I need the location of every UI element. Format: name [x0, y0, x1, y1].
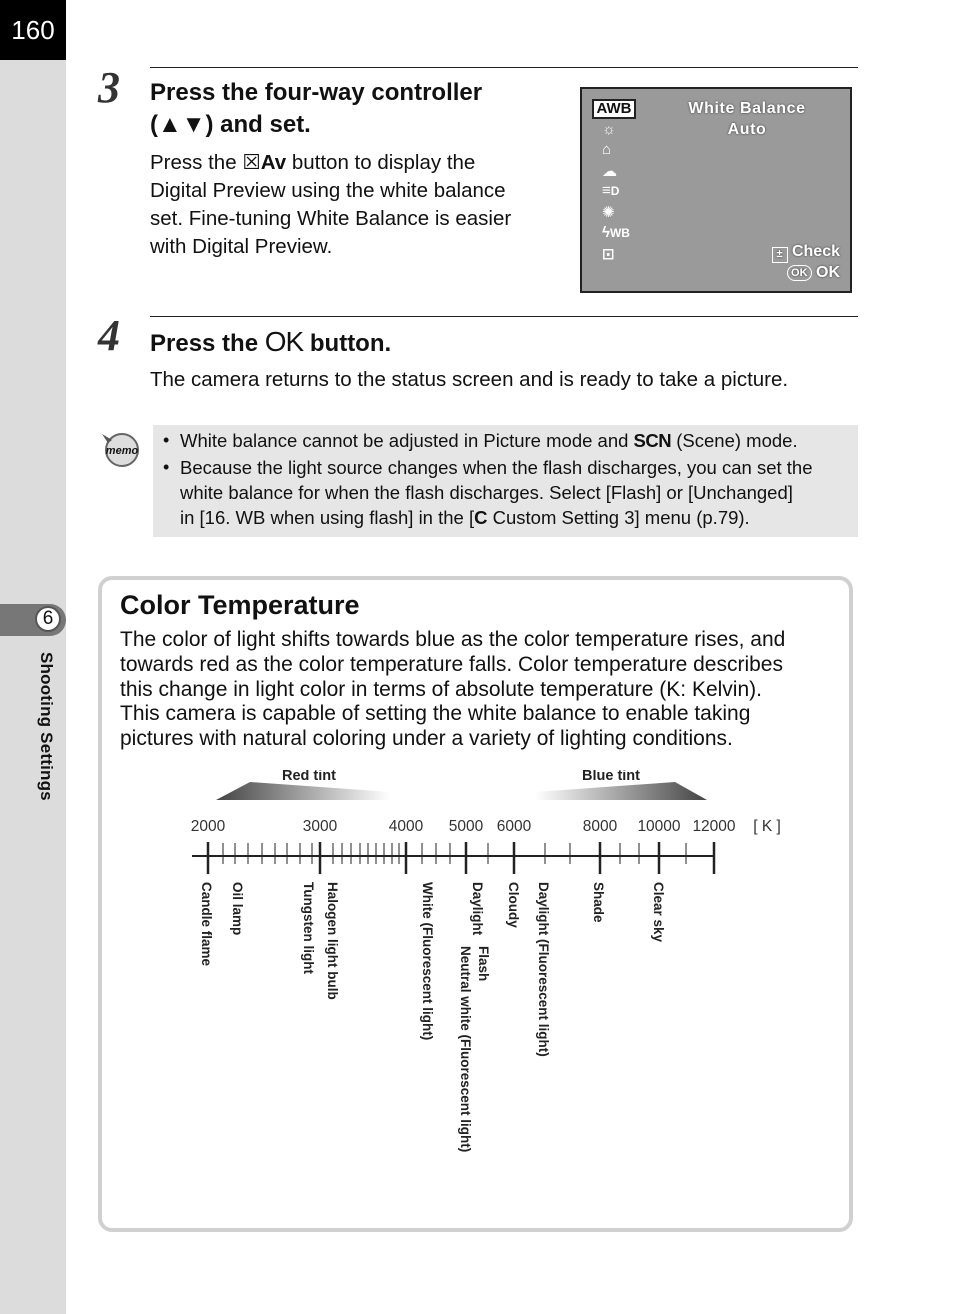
blue-tint-label: Blue tint: [582, 770, 640, 784]
step3-body-line3: set. Fine-tuning White Balance is easier: [150, 207, 512, 230]
color-temperature-scale: [180, 770, 800, 1210]
label-shade: Shade: [591, 882, 606, 923]
red-tint-arrow: [216, 782, 390, 800]
major-ticks: [208, 842, 714, 874]
label-daylight: Daylight: [470, 882, 485, 936]
memo-item1-post: (Scene) mode.: [676, 430, 798, 451]
tick-label-10000: 10000: [637, 818, 681, 835]
memo-item2-line3-pre: in [16. WB when using flash] in the [: [180, 507, 475, 528]
label-cloudy: Cloudy: [506, 882, 521, 928]
ct-para-line: pictures with natural coloring under a variety of lighting conditions.: [120, 727, 733, 751]
awb-badge: AWB: [592, 99, 636, 119]
step3-title-line2: (▲▼) and set.: [150, 111, 311, 138]
label-candle-flame: Candle flame: [199, 882, 214, 967]
label-white-fluorescent: White (Fluorescent light): [420, 882, 435, 1041]
lcd-ok-label: OK: [816, 264, 840, 281]
memo-icon: [98, 428, 142, 468]
fluorescent-icon: ≡D: [602, 182, 620, 199]
exposure-icon: ±: [772, 247, 788, 263]
daylight-icon: ☼: [602, 121, 616, 138]
ct-para-line: This camera is capable of setting the white balance to enable taking: [120, 702, 751, 726]
memo-item1-pre: White balance cannot be adjusted in Picture mode and: [180, 430, 629, 451]
label-daylight-fluorescent: Daylight (Fluorescent light): [536, 882, 551, 1057]
flash-icon: ϟWB: [602, 224, 630, 241]
flash-suffix: WB: [609, 226, 630, 240]
unit-label: [ K ]: [753, 818, 781, 835]
step4-rule: [150, 316, 858, 317]
step3-body-line1-text: button to display the: [291, 151, 476, 174]
step3-number: 3: [98, 63, 120, 112]
ct-para-line: The color of light shifts towards blue as the color temperature rises, and: [120, 628, 786, 651]
memo-bullet-2: •: [163, 457, 170, 477]
side-strip: [0, 0, 66, 1314]
step4-title-post: button.: [309, 330, 392, 357]
exposure-av-icon: ☒Av: [242, 151, 287, 174]
step4-body: The camera returns to the status screen and is ready to take a picture.: [150, 368, 789, 391]
label-halogen-light-bulb: Halogen light bulb: [325, 882, 340, 1000]
scn-icon: SCN: [633, 430, 672, 451]
tick-label-6000: 6000: [496, 818, 532, 835]
memo-item2-line2: white balance for when the flash discharges. Select [Flash] or [Unchanged]: [180, 482, 793, 503]
tungsten-icon: ✺: [602, 204, 615, 221]
memo-item2-line3-post: Custom Setting 3] menu (p.79).: [492, 507, 750, 528]
step3-body-line1: [150, 149, 560, 178]
custom-setting-icon: C: [474, 507, 488, 528]
chapter-number: 6: [35, 606, 61, 632]
step3-body-pre: Press the: [150, 151, 237, 174]
page-number: 160: [0, 0, 66, 60]
lcd-title: White Balance: [688, 100, 806, 117]
memo-item2-line1: Because the light source changes when the flash discharges, you can set the: [180, 457, 813, 478]
memo-item-1: [180, 428, 852, 453]
ct-para-line: towards red as the color temperature falls. Color temperature describes: [120, 652, 783, 676]
label-clear-sky: Clear sky: [651, 882, 666, 943]
cloudy-icon: ☁: [602, 163, 617, 180]
label-flash: Flash: [476, 946, 491, 982]
color-temperature-title: Color Temperature: [120, 590, 360, 620]
step3-body-line4: with Digital Preview.: [150, 235, 333, 258]
tick-label-5000: 5000: [448, 818, 484, 835]
lcd-value: Auto: [727, 121, 767, 138]
lcd-ok: [787, 264, 840, 282]
ok-badge: OK: [787, 265, 812, 281]
tick-label-4000: 4000: [388, 818, 424, 835]
memo-item2-line3: [180, 505, 852, 530]
tick-label-2000: 2000: [190, 818, 226, 835]
minor-ticks: [223, 843, 686, 864]
red-tint-label: Red tint: [282, 770, 336, 784]
step4-title: [150, 326, 391, 360]
tick-label-12000: 12000: [692, 818, 736, 835]
step3-body-line2: Digital Preview using the white balance: [150, 179, 506, 202]
lcd-check-label: Check: [791, 243, 840, 260]
color-temperature-paragraph: [120, 628, 832, 752]
label-neutral-white-fluorescent: Neutral white (Fluorescent light): [458, 946, 473, 1153]
memo-bullet-1: •: [163, 430, 170, 450]
step4-number: 4: [98, 311, 120, 360]
label-oil-lamp: Oil lamp: [230, 882, 245, 936]
ct-para-line: this change in light color in terms of absolute temperature (K: Kelvin).: [120, 677, 762, 701]
step3-rule: [150, 67, 858, 68]
shade-icon: ⌂: [602, 141, 612, 158]
step3-title-line1: Press the four-way controller: [150, 79, 483, 106]
fluorescent-suffix: D: [610, 184, 620, 198]
ok-button-icon: OK: [264, 326, 304, 357]
chapter-title: Shooting Settings: [37, 652, 56, 801]
manual-icon: ⊡: [602, 246, 615, 263]
memo-icon-label: memo: [105, 445, 139, 457]
tick-label-3000: 3000: [302, 818, 338, 835]
tick-label-8000: 8000: [582, 818, 618, 835]
blue-tint-arrow: [535, 782, 707, 800]
label-tungsten-light: Tungsten light: [301, 882, 316, 974]
lcd-check: [772, 243, 840, 263]
lcd-screen: [580, 87, 852, 293]
step4-title-pre: Press the: [150, 330, 259, 357]
